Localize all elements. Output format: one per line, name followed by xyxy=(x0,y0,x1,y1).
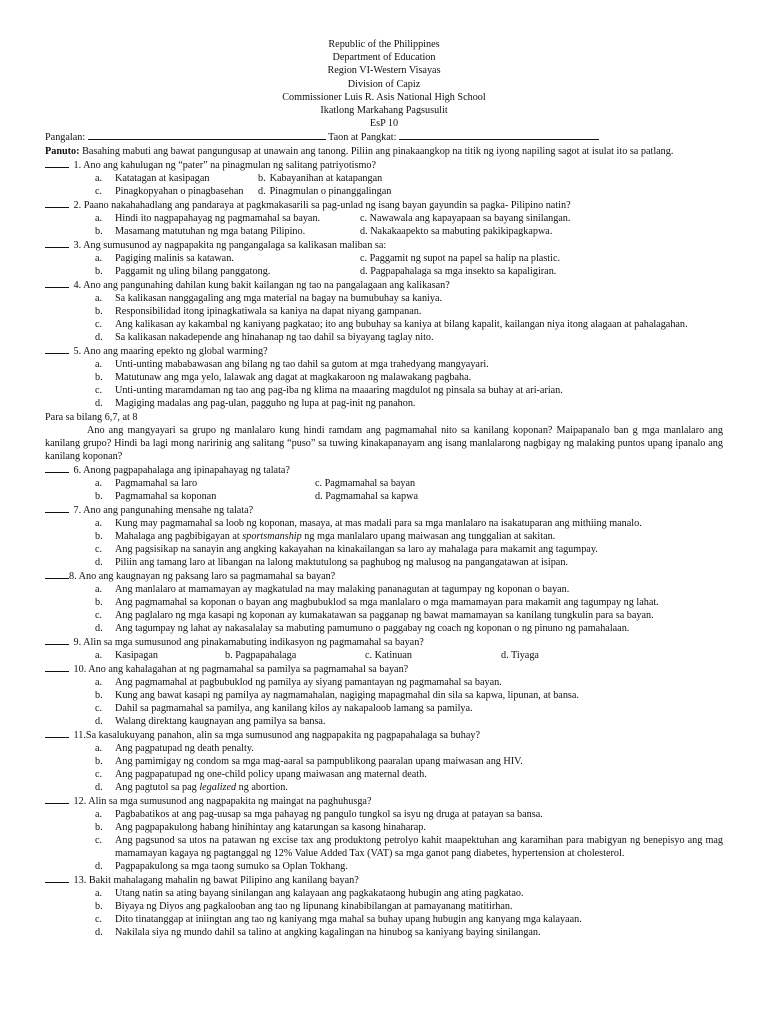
question-3 xyxy=(45,238,723,278)
option-text: Kung ang bawat kasapi ng pamilya ay nagmamahalan, nagiging mapagmahal din sila sa kapwa, lipunan, at bansa. xyxy=(115,690,579,702)
option-text: Pagmamahal sa koponan xyxy=(115,491,217,503)
option-letter: c. xyxy=(95,769,103,781)
answer-blank[interactable] xyxy=(45,463,69,473)
option-letter: d. xyxy=(95,398,103,410)
question-2 xyxy=(45,198,723,238)
option-text: Nakilala siya ng mundo dahil sa talino at angking kagalingan na hinubog sa kaniyang baying sinilangan. xyxy=(115,927,541,939)
question-prompt: 11.Sa kasalukuyang panahon, alin sa mga sumusunod ang nagpapakita ng pagpapahalaga sa buhay? xyxy=(71,730,480,742)
question-prompt: 7. Ano ang pangunahing mensahe ng talata? xyxy=(71,505,254,517)
option-letter: c. xyxy=(95,835,103,847)
option-text: Ang kalikasan ay kakambal ng kaniyang pagkatao; ito ang bubuhay sa kaniya at bilang kapalit, kailangan niya itong alagaan at pahalagahan. xyxy=(115,319,688,331)
option-letter: b. xyxy=(95,531,103,543)
option-text: Kung may pagmamahal sa loob ng koponan, masaya, at mas madali para sa mga manlalaro na isakatuparan ang mithiing manalo. xyxy=(115,518,642,530)
option-letter: a. xyxy=(95,359,103,371)
question-prompt: 10. Ano ang kahalagahan at ng pagmamahal sa pamilya sa pagmamahal sa bayan? xyxy=(71,664,409,676)
option-letter: b. xyxy=(95,901,103,913)
question-13 xyxy=(45,873,723,939)
answer-blank[interactable] xyxy=(45,278,69,288)
option-letter: b. xyxy=(95,822,103,834)
question-6 xyxy=(45,463,723,503)
instructions xyxy=(45,145,723,158)
option-text: d. Tiyaga xyxy=(501,650,539,662)
option-letter: c. xyxy=(95,914,103,926)
name-blank[interactable] xyxy=(88,130,326,140)
option-text: Utang natin sa ating bayang sinilangan ang kalayaan ang pagkakataong hubugin ang ating pagkatao. xyxy=(115,888,524,900)
year-label: Taon at Pangkat: xyxy=(328,132,397,144)
question-9 xyxy=(45,635,723,662)
option-letter: d. xyxy=(95,623,103,635)
option-text: Responsibilidad itong ipinagkatiwala sa kaniya na dapat niyang gampanan. xyxy=(115,306,422,318)
option-text: Unti-unting mababawasan ang bilang ng tao dahil sa gutom at mga trahedyang mangyayari. xyxy=(115,359,489,371)
option-text: Paggamit ng uling bilang panggatong. xyxy=(115,266,271,278)
option-text: c. Katinuan xyxy=(365,650,412,662)
option-text: Pinagkopyahan o pinagbasehan xyxy=(115,186,244,198)
option-letter: d. xyxy=(95,332,103,344)
option-text: Pagiging malinis sa katawan. xyxy=(115,253,234,265)
option-text: Matutunaw ang mga yelo, lalawak ang dagat at magkakaroon ng malawakang pagbaha. xyxy=(115,372,472,384)
option-text: Pagpapakulong sa mga taong sumuko sa Oplan Tokhang. xyxy=(115,861,348,873)
question-prompt: 6. Anong pagpapahalaga ang ipinapahayag ng talata? xyxy=(71,465,290,477)
option-text: b. Pagpapahalaga xyxy=(225,650,297,662)
header-line: Republic of the Philippines xyxy=(328,39,440,50)
question-prompt: 8. Ano ang kaugnayan ng paksang laro sa pagmamahal sa bayan? xyxy=(69,571,336,583)
exam-page xyxy=(45,38,723,939)
option-text: Dito tinatanggap at iniingtan ang tao ng kaniyang mga mahal sa buhay upang hubugin ang kanyang mga kalayaan. xyxy=(115,914,582,926)
answer-blank[interactable] xyxy=(45,238,69,248)
option-letter: b. xyxy=(95,306,103,318)
option-text-italic: legalized xyxy=(199,782,237,794)
question-8 xyxy=(45,569,723,635)
option-text: Pagbabatikos at ang pag-uusap sa mga pahayag ng pangulo tungkol sa isyu ng druga at patayan sa bansa. xyxy=(115,809,543,821)
option-letter: d. xyxy=(95,716,103,728)
option-text xyxy=(115,781,723,794)
answer-blank[interactable] xyxy=(45,873,69,883)
option-letter: a. xyxy=(95,809,103,821)
option-letter: b. xyxy=(95,266,103,278)
passage-text: Ano ang mangyayari sa grupo ng manlalaro kung hindi ramdam ang pagmamahal nito sa kanilang koponan? Maipapanalo ban g mga manlalaro ang kanilang grupo? Hindi ba lagi mong naririnig ang salitang “puso” sa tuwing kinakapanayam ang isang manlalarong nagbigay ng malaking puntos upang ipanalo ang kanilang koponan? xyxy=(45,425,723,463)
option-text-italic: sportsmanship xyxy=(242,531,302,543)
option-text: Walang direktang kaugnayan ang pamilya sa bansa. xyxy=(115,716,326,728)
answer-blank[interactable] xyxy=(45,198,69,208)
option-letter: d. xyxy=(95,782,103,794)
option-letter: a. xyxy=(95,743,103,755)
question-1 xyxy=(45,158,723,198)
student-info-line xyxy=(45,130,723,144)
option-text: Pagmamahal sa laro xyxy=(115,478,198,490)
option-letter: a. xyxy=(95,650,103,662)
question-prompt: 2. Paano nakahahadlang ang pandaraya at pagkmakasarili sa pag-unlad ng isang bayan gayundin sa pagka- Pilipino natin? xyxy=(71,200,571,212)
option-text: c. Pagmamahal sa bayan xyxy=(315,478,416,490)
option-letter: b. xyxy=(95,690,103,702)
option-letter: d. xyxy=(258,186,266,198)
header-line: Division of Capiz xyxy=(347,78,421,90)
option-letter: d. xyxy=(95,557,103,569)
question-prompt: 13. Bakit mahalagang mahalin ng bawat Pilipino ang kanilang bayan? xyxy=(71,875,359,887)
name-label: Pangalan: xyxy=(45,132,86,144)
option-letter: c. xyxy=(95,703,103,715)
answer-blank[interactable] xyxy=(45,569,69,579)
header-line: Commissioner Luis R. Asis National High School xyxy=(282,91,486,103)
option-text: Piliin ang tamang laro at libangan na lalong maktutulong sa paghubog ng malusog na pangangatawan at isipan. xyxy=(115,557,568,569)
option-text: Ang pagsisikap na sanayin ang angking kakayahan na kinakailangan sa laro ay mahalaga para makamit ang tagumpay. xyxy=(115,544,598,556)
passage-block xyxy=(45,411,723,463)
option-text-part: Mahalaga ang pagbibigayan at xyxy=(115,531,243,543)
question-prompt: 1. Ano ang kahulugan ng “pater” na pinagmulan ng salitang patriyotismo? xyxy=(71,160,376,172)
question-7 xyxy=(45,503,723,569)
option-text: Ang paglalaro ng mga kasapi ng koponan ay kumakatawan sa pagganap ng bawat mamamayan sa kanilang tungkulin para sa bayan. xyxy=(115,610,654,622)
option-letter: d. xyxy=(95,927,103,939)
question-4 xyxy=(45,278,723,344)
option-text: Ang pagpapatupad ng one-child policy upang maiwasan ang maternal death. xyxy=(115,769,427,781)
option-letter: b. xyxy=(95,372,103,384)
option-text xyxy=(115,530,723,543)
option-letter: c. xyxy=(95,385,103,397)
option-text: Kasipagan xyxy=(115,650,158,662)
answer-blank[interactable] xyxy=(45,662,69,672)
option-letter: d. xyxy=(95,861,103,873)
question-10 xyxy=(45,662,723,728)
question-11 xyxy=(45,728,723,794)
option-letter: c. xyxy=(95,544,103,556)
option-text: Masamang matutuhan ng mga batang Pilipino. xyxy=(115,226,306,238)
option-letter: a. xyxy=(95,677,103,689)
option-text: d. Pagpapahalaga sa mga insekto sa kapaligiran. xyxy=(360,266,557,278)
option-letter: c. xyxy=(95,610,103,622)
option-text: d. Nakakaapekto sa mabuting pakikipagkapwa. xyxy=(360,226,553,238)
question-prompt: 5. Ano ang maaring epekto ng global warming? xyxy=(71,346,268,358)
option-text: Ang pagpapakulong habang hinihintay ang katarungan sa kasong hinaharap. xyxy=(115,822,426,834)
option-letter: b. xyxy=(95,597,103,609)
option-letter: a. xyxy=(95,888,103,900)
header-line: EsP 10 xyxy=(369,118,399,130)
year-section-blank[interactable] xyxy=(399,130,599,140)
option-letter: b. xyxy=(95,491,103,503)
option-letter: c. xyxy=(95,319,103,331)
option-letter: a. xyxy=(95,584,103,596)
option-letter: a. xyxy=(95,518,103,530)
question-prompt: 4. Ano ang pangunahing dahilan kung bakit kailangan ng tao na pangalagaan ang kalikasan? xyxy=(71,280,450,292)
question-5 xyxy=(45,344,723,410)
answer-blank[interactable] xyxy=(45,158,69,168)
option-text: Katatagan at kasipagan xyxy=(115,173,210,185)
header-line: Region VI-Western Visayas xyxy=(327,65,441,77)
option-text: Unti-unting maramdaman ng tao ang pag-iba ng klima na maaaring magdulot ng pinsala sa buhay at ari-arian. xyxy=(115,385,563,397)
option-letter: a. xyxy=(95,478,103,490)
option-text: d. Pagmamahal sa kapwa xyxy=(315,491,418,503)
passage-heading: Para sa bilang 6,7, at 8 xyxy=(45,412,138,424)
option-text: Pinagmulan o pinanggalingan xyxy=(269,186,392,198)
option-letter: b. xyxy=(95,226,103,238)
option-text: c. Nawawala ang kapayapaan sa bayang sinilangan. xyxy=(360,213,571,225)
answer-blank[interactable] xyxy=(45,503,69,513)
option-text-part: Ang pagtutol sa pag xyxy=(115,782,200,794)
answer-blank[interactable] xyxy=(45,344,69,354)
question-prompt: 9. Alin sa mga sumusunod ang pinakamabuting indikasyon ng pagmamahal sa bayan? xyxy=(71,637,424,649)
option-text: c. Paggamit ng supot na papel sa halip na plastic. xyxy=(360,253,561,265)
option-letter: a. xyxy=(95,293,103,305)
question-prompt: 3. Ang sumusunod ay nagpapakita ng pangangalaga sa kalikasan maliban sa: xyxy=(71,240,387,252)
option-letter: c. xyxy=(95,186,103,198)
option-text: Hindi ito nagpapahayag ng pagmamahal sa bayan. xyxy=(115,213,321,225)
option-text: Ang pagpatupad ng death penalty. xyxy=(115,743,254,755)
instructions-text: Basahing mabuti ang bawat pangungusap at unawain ang tanong. Piliin ang pinakaangkop na titik ng iyong napiling sagot at isulat ito sa patlang. xyxy=(79,146,674,158)
option-letter: a. xyxy=(95,213,103,225)
option-letter: b. xyxy=(95,756,103,768)
option-text: Ang pamimigay ng condom sa mga mag-aaral sa pampublikong paaralan upang maiwasan ang HIV. xyxy=(115,756,523,768)
answer-blank[interactable] xyxy=(45,728,69,738)
option-text: Ang manlalaro at mamamayan ay magkatulad na may malaking pananagutan at tagumpay ng koponan o bayan. xyxy=(115,584,570,596)
option-text: Dahil sa pagmamahal sa pamilya, ang kanilang kilos ay nakapaloob lamang sa pamilya. xyxy=(115,703,473,715)
option-text-part: ng mga manlalaro upang maiwasan ang tunggalian at sakitan. xyxy=(301,531,556,543)
option-text: Kabayanihan at katapangan xyxy=(269,173,383,185)
option-text: Ang pagmamahal sa koponan o bayan ang magbubuklod sa mga manlalaro o mga mamamayan para makamit ang tagumpay ng lahat. xyxy=(115,597,659,609)
option-letter: a. xyxy=(95,173,103,185)
option-text: Biyaya ng Diyos ang pagkalooban ang tao ng lipunang kinabibilangan at pamayanang matitirhan. xyxy=(115,901,513,913)
option-text-part: ng abortion. xyxy=(236,782,288,794)
answer-blank[interactable] xyxy=(45,794,69,804)
instructions-label: Panuto: xyxy=(45,146,80,158)
option-text: Sa kalikasan nanggagaling ang mga material na bagay na bumubuhay sa kaniya. xyxy=(115,293,443,305)
option-text: Sa kalikasan nakadepende ang hinahanap ng tao dahil sa biyayang taglay nito. xyxy=(115,332,434,344)
question-prompt: 12. Alin sa mga sumusunod ang nagpapakita ng maingat na paghuhusga? xyxy=(71,796,372,808)
header-line: Department of Education xyxy=(332,52,436,64)
header-line: Ikatlong Markahang Pagsusulit xyxy=(320,105,448,117)
question-12 xyxy=(45,794,723,873)
option-text: Ang tagumpay ng lahat ay nakasalalay sa mabuting pamumuno o paggabay ng coach ng koponan o ng pinuno ng pamahalaan. xyxy=(115,623,630,635)
exam-header xyxy=(45,38,723,130)
option-letter: b. xyxy=(258,173,266,185)
option-text: Ang pagsunod sa utos na patawan ng excise tax ang produktong petrolyo kahit maapektuhan ang karamihan para mabigyan ng benepisyo ang mag mamamayan kagaya ng pagtanggal ng 12% Value Added Tax (VAT) sa mga ganot pang diabetes, hypertension at cholesterol. xyxy=(115,835,723,860)
option-letter: a. xyxy=(95,253,103,265)
option-text: Ang pagmamahal at pagbubuklod ng pamilya ay siyang pamantayan ng pagmamahal sa bayan. xyxy=(115,677,502,689)
option-text: Magiging madalas ang pag-ulan, pagguho ng lupa at pag-init ng panahon. xyxy=(115,398,416,410)
answer-blank[interactable] xyxy=(45,635,69,645)
